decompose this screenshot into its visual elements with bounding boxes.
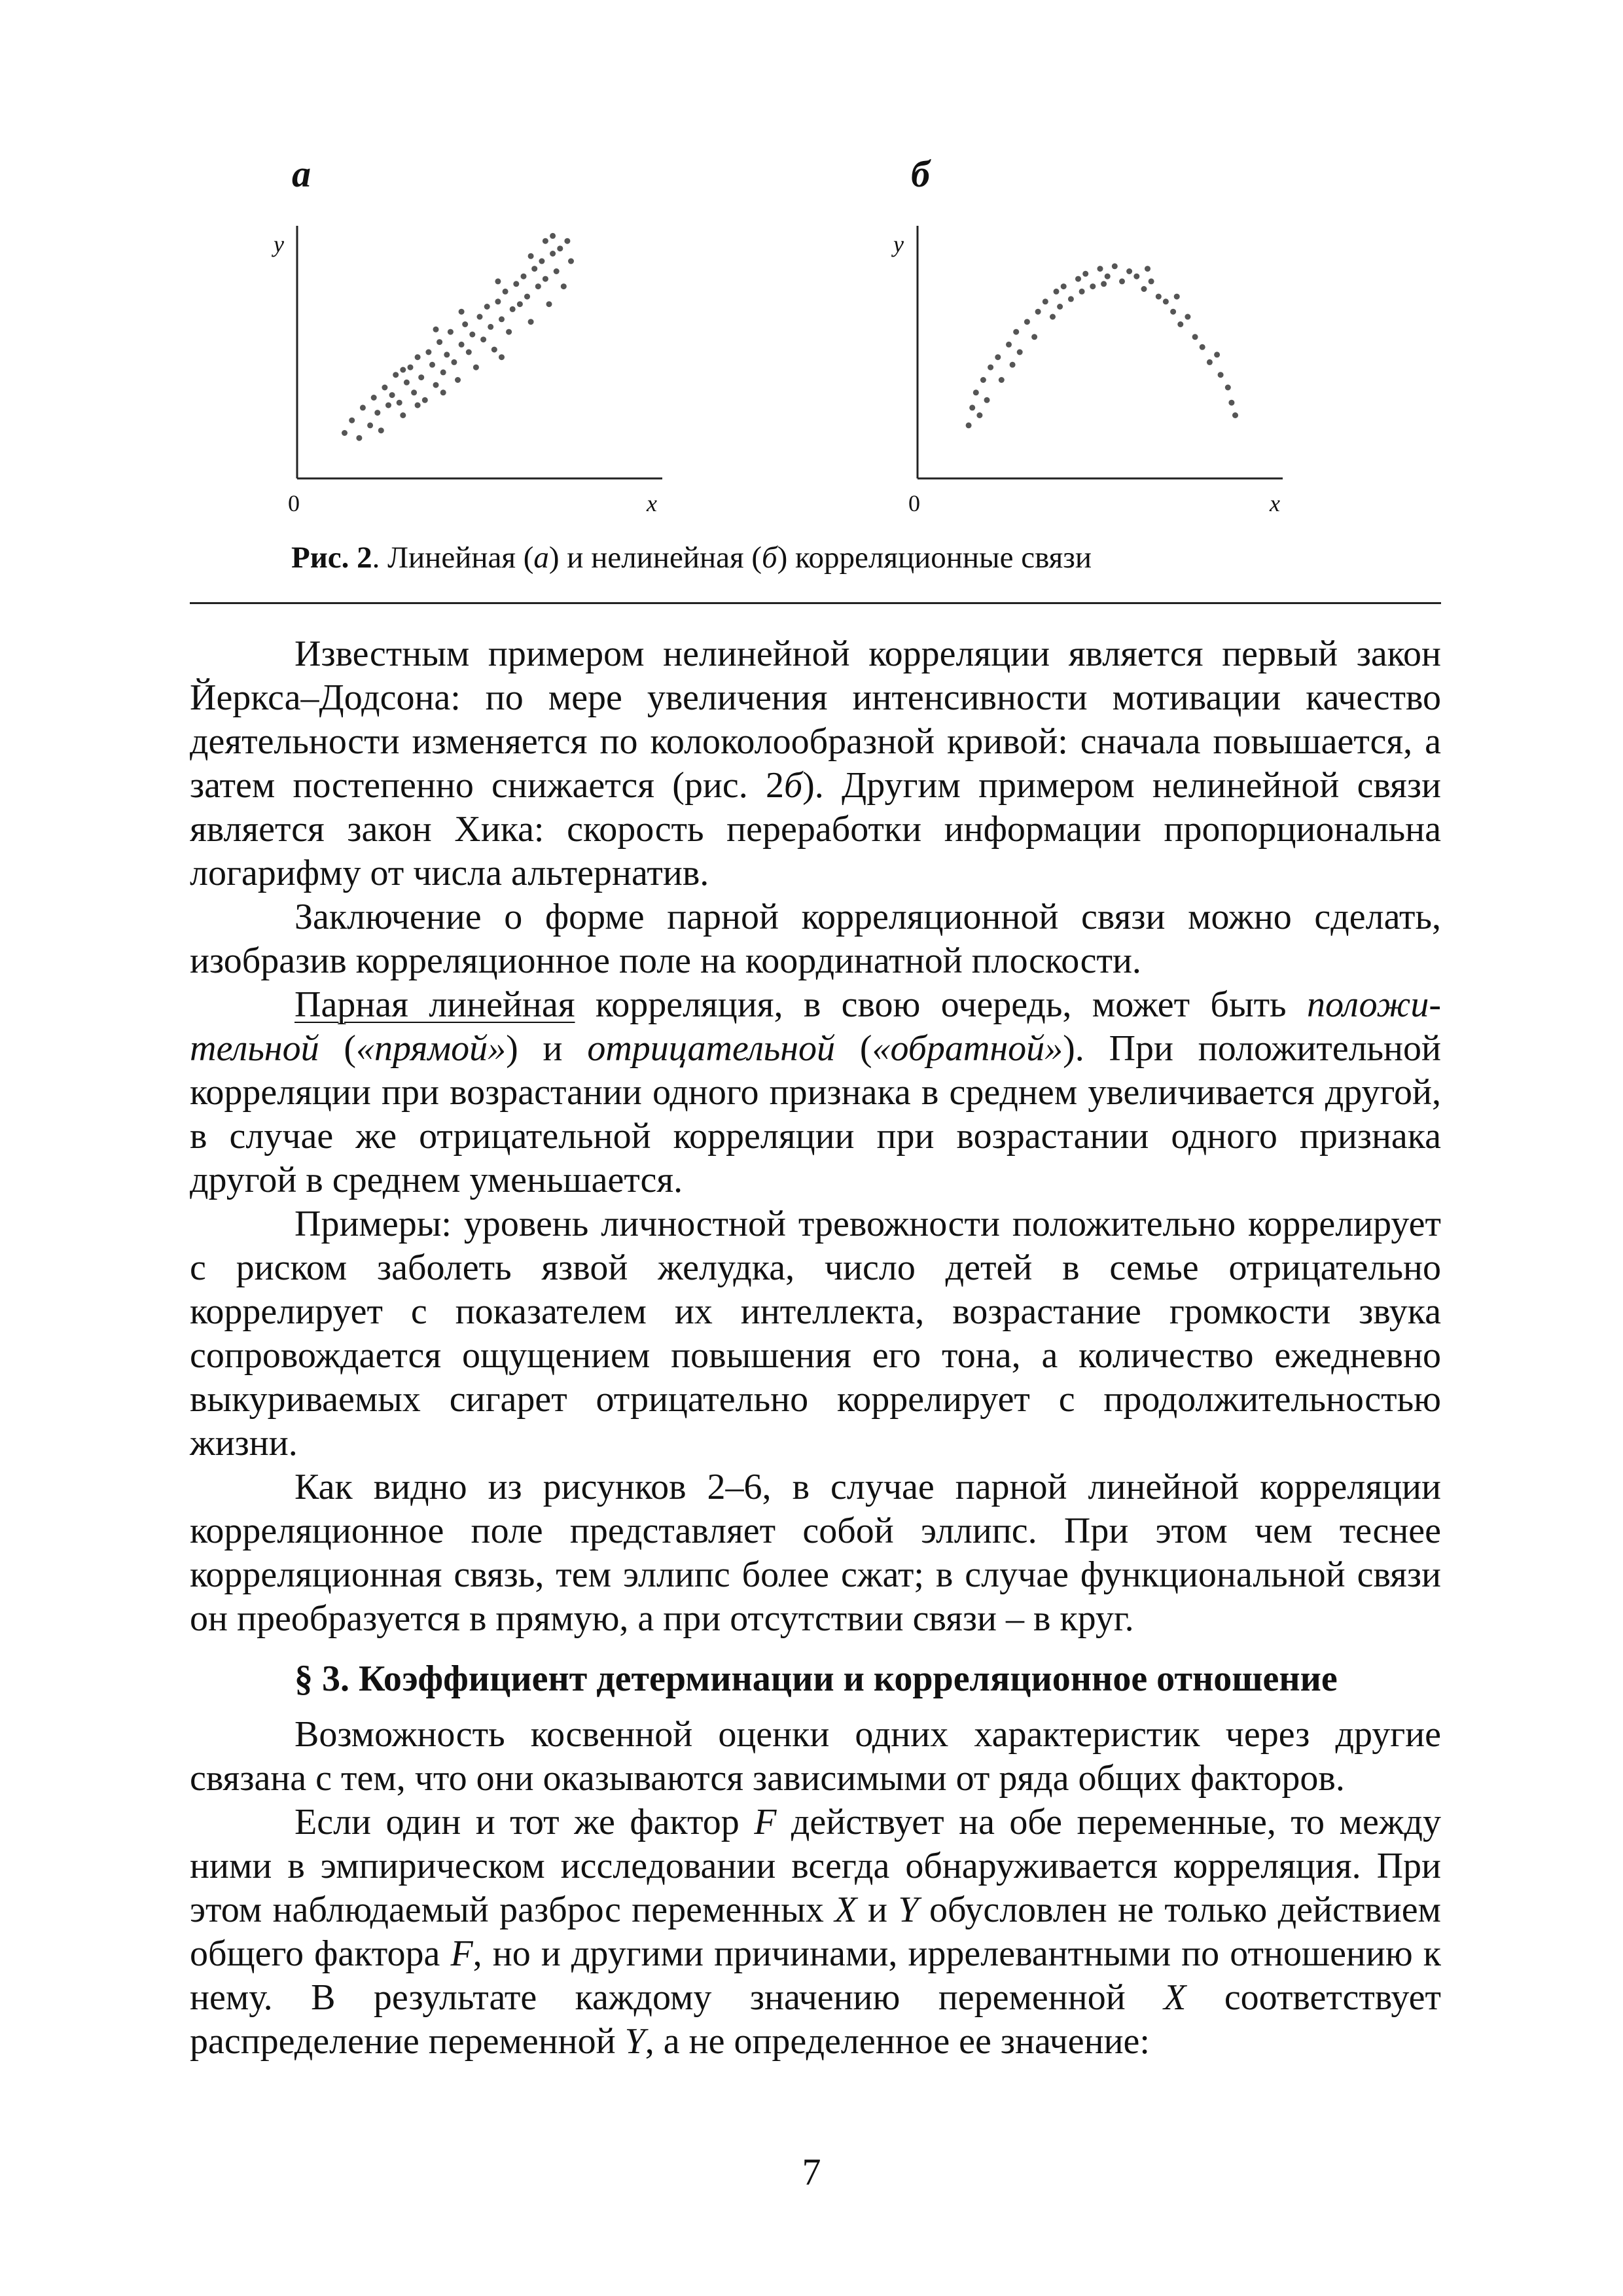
panel-b-y-label: y (893, 231, 904, 257)
data-point (1017, 350, 1023, 355)
data-point (1207, 359, 1213, 365)
data-point (397, 400, 402, 406)
data-point (444, 351, 450, 357)
data-point (1013, 329, 1019, 335)
caption-end: ) корреляционные связи (777, 541, 1092, 575)
data-point (1192, 334, 1198, 340)
caption-a: а (533, 541, 549, 575)
data-point (440, 369, 446, 375)
p3-text-d: ( (835, 1028, 872, 1069)
p7-text-f: соответствует распределение переменной (190, 1977, 1441, 2062)
data-point (1079, 289, 1085, 295)
data-point (1218, 372, 1224, 378)
data-point (995, 354, 1001, 360)
data-point (385, 403, 391, 408)
data-point (546, 301, 552, 307)
data-point (342, 430, 348, 436)
panel-b-origin-label: 0 (908, 490, 920, 516)
data-point (1068, 296, 1074, 302)
data-point (1156, 294, 1162, 300)
data-point (1024, 319, 1030, 325)
data-point (378, 427, 384, 433)
p3-underlined: Парная линейная (294, 984, 575, 1025)
data-point (382, 385, 387, 391)
data-point (451, 359, 457, 365)
data-point (539, 259, 544, 264)
panel-b-label: б (911, 152, 930, 195)
p7-text-d: обусловлен не только действием общего фактора (190, 1890, 1441, 1974)
data-point (1061, 283, 1067, 289)
scatter-plot-linear (296, 226, 688, 488)
paragraph-2: Заключение о форме парной корреляционной связи можно сделать, изобразив корреляционное поле на координатной плоскости. (190, 897, 1441, 981)
p1-text: Известным примером нелинейной корреляции является первый закон Йеркса–Додсона: по мере увеличения интенсивности мотивации качество деятельности изменяется по колоколообразной кривой: сначала повышается, а затем постепенно снижается (рис. 2 (190, 634, 1441, 806)
data-point (535, 283, 541, 289)
page-number: 7 (802, 2151, 821, 2193)
data-point (459, 342, 465, 348)
data-point (448, 329, 454, 335)
data-point (988, 365, 993, 370)
data-point (969, 404, 975, 410)
p1-figure-ref: б (783, 765, 803, 806)
data-point (1232, 412, 1238, 418)
data-point (1031, 334, 1037, 340)
data-point (1214, 351, 1220, 357)
data-point (1101, 281, 1107, 287)
data-point (433, 382, 439, 388)
data-point (973, 389, 979, 395)
data-point (528, 253, 534, 259)
p3-inverse: «обратной» (872, 1028, 1063, 1069)
data-point (980, 377, 986, 383)
body-text (190, 632, 1441, 2064)
data-point (531, 266, 537, 272)
panel-a-y-label: y (274, 231, 284, 257)
data-point (1145, 266, 1150, 272)
panel-a-origin-label: 0 (288, 490, 300, 516)
data-point (1035, 309, 1041, 315)
data-point (1050, 314, 1056, 320)
paragraph-5: Как видно из рисунков 2–6, в случае парной линейной корреляции корреляционное поле представляет собой эллипс. При этом чем теснее корреляционная связь, тем эллипс более сжат; в случае функциональной связи он преобразуется в прямую, а при отсутствии связи – в круг. (190, 1467, 1441, 1639)
data-point (495, 298, 501, 304)
data-point (510, 306, 516, 312)
data-point (1170, 309, 1176, 315)
data-point (466, 350, 472, 355)
data-point (1149, 278, 1154, 284)
data-point (1225, 385, 1231, 391)
data-point (356, 435, 362, 441)
data-point (1200, 344, 1205, 350)
data-point (400, 367, 406, 373)
data-point (1105, 274, 1111, 279)
caption-b: б (762, 541, 777, 575)
p3-direct: «прямой» (356, 1028, 507, 1069)
data-point (524, 294, 530, 300)
data-point (966, 422, 972, 428)
data-point (480, 336, 486, 342)
data-point (503, 289, 508, 295)
data-point (429, 362, 435, 368)
p7-text-e: , но и другими причинами, иррелевантными по отношению к нему. В результате каждому значению переменной (190, 1933, 1441, 2018)
data-point (1119, 278, 1125, 284)
paragraph-1 (190, 632, 1441, 895)
section-heading: § 3. Коэффициент детерминации и корреляционное отношение (294, 1659, 1338, 1699)
data-point (349, 418, 355, 423)
p3-negative: отрицательной (587, 1028, 836, 1069)
data-point (374, 410, 380, 416)
data-point (1057, 304, 1063, 310)
data-point (1075, 276, 1081, 282)
data-point (469, 332, 475, 338)
data-point (1010, 362, 1016, 368)
data-point (400, 412, 406, 418)
data-point (568, 259, 574, 264)
p1-text-end: ). Другим примером нелинейной связи является закон Хика: скорость переработки информации пропорциональна логарифму от числа альтернатив. (190, 765, 1441, 893)
data-point (1185, 314, 1190, 320)
data-point (1141, 286, 1147, 292)
data-point (499, 354, 505, 360)
data-point (440, 389, 446, 395)
caption-mid: ) и нелинейная ( (548, 541, 762, 575)
data-point (1126, 268, 1132, 274)
p3-text-b: ( (319, 1028, 357, 1069)
p7-var-x2: X (1164, 1977, 1186, 2018)
data-point (473, 365, 479, 370)
data-point (513, 281, 519, 287)
data-point (499, 316, 505, 322)
data-point (393, 372, 399, 378)
data-point (415, 403, 421, 408)
data-point (543, 276, 548, 282)
data-point (543, 238, 548, 244)
data-point (462, 321, 468, 327)
paragraph-4: Примеры: уровень личностной тревожности положительно коррелирует с риском заболеть язвой желудка, число детей в семье отрицательно коррелирует с показателем их интеллекта, возрастание громкости звука сопровождается ощущением повышения его тона, а количество ежедневно выкуриваемых сигарет отрицательно коррелирует с продолжительностью жизни. (190, 1204, 1441, 1463)
data-point (1097, 266, 1103, 272)
data-point (976, 412, 982, 418)
p3-text-e: ). При положительной корреляции при возрастании одного признака в среднем увеличивается другой, в случае же отрицательной корреляции при возрастании одного признака другой в среднем уменьшается. (190, 1028, 1441, 1200)
figure-caption (291, 540, 1092, 575)
data-point (422, 397, 428, 403)
data-point (528, 319, 534, 325)
data-point (408, 365, 414, 370)
p7-text-a: Если один и тот же фактор (294, 1802, 755, 1842)
data-point (506, 329, 512, 335)
scatter-plot-nonlinear (916, 226, 1309, 488)
data-point (564, 238, 570, 244)
caption-text: . Линейная ( (372, 541, 534, 575)
data-point (554, 268, 560, 274)
p3-text-c: ) и (506, 1028, 588, 1069)
data-point (1163, 298, 1169, 304)
data-point (1177, 321, 1183, 327)
data-point (517, 301, 523, 307)
data-point (550, 251, 556, 257)
p7-text-c: и (857, 1890, 899, 1930)
data-point (521, 274, 527, 279)
data-point (459, 309, 465, 315)
panel-a-label: а (292, 152, 311, 195)
data-point (437, 339, 442, 345)
data-point (360, 404, 366, 410)
data-point (557, 245, 563, 251)
data-point (477, 314, 483, 320)
p7-text-b: действует на обе переменные, то между ними в эмпирическом исследовании всегда обнаруживается корреляция. При этом наблюдаемый разброс переменных (190, 1802, 1441, 1930)
paragraph-7 (190, 1801, 1441, 2064)
data-point (1112, 263, 1118, 269)
data-point (550, 233, 556, 239)
caption-divider (190, 602, 1441, 604)
data-point (491, 347, 497, 353)
caption-figure-number: Рис. 2 (291, 541, 372, 575)
data-point (984, 397, 990, 403)
data-point (389, 392, 395, 398)
panel-b-x-label: x (1270, 490, 1280, 516)
data-point (1228, 400, 1234, 406)
p7-var-y2: Y (624, 2021, 645, 2062)
p7-var-y1: Y (898, 1890, 919, 1930)
p7-var-f1: F (754, 1802, 777, 1842)
p3-text-a: корреляция, в свою очередь, может быть (575, 984, 1307, 1025)
data-point (1090, 283, 1096, 289)
data-point (418, 374, 424, 380)
data-point (433, 327, 439, 332)
data-point (488, 324, 493, 330)
data-point (1054, 289, 1060, 295)
data-point (425, 350, 431, 355)
paragraph-3 (190, 983, 1441, 1202)
paragraph-6: Возможность косвенной оценки одних характеристик через другие связана с тем, что они оказываются зависимыми от ряда общих факторов. (190, 1714, 1441, 1799)
data-point (495, 278, 501, 284)
data-point (484, 304, 490, 310)
p7-var-f2: F (450, 1933, 473, 1974)
data-point (1174, 294, 1180, 300)
data-point (367, 422, 373, 428)
p3-positive: положительной (190, 984, 1441, 1069)
data-point (371, 395, 377, 401)
data-point (1082, 271, 1088, 277)
data-point (1043, 298, 1048, 304)
data-point (999, 377, 1005, 383)
data-point (411, 389, 417, 395)
data-point (561, 283, 567, 289)
panel-a-x-label: x (647, 490, 657, 516)
data-point (1006, 342, 1012, 348)
data-point (455, 377, 461, 383)
p7-var-x1: X (834, 1890, 857, 1930)
data-point (415, 354, 421, 360)
p7-text-g: , а не определенное ее значение: (645, 2021, 1150, 2062)
data-point (1133, 274, 1139, 279)
data-point (404, 380, 410, 386)
